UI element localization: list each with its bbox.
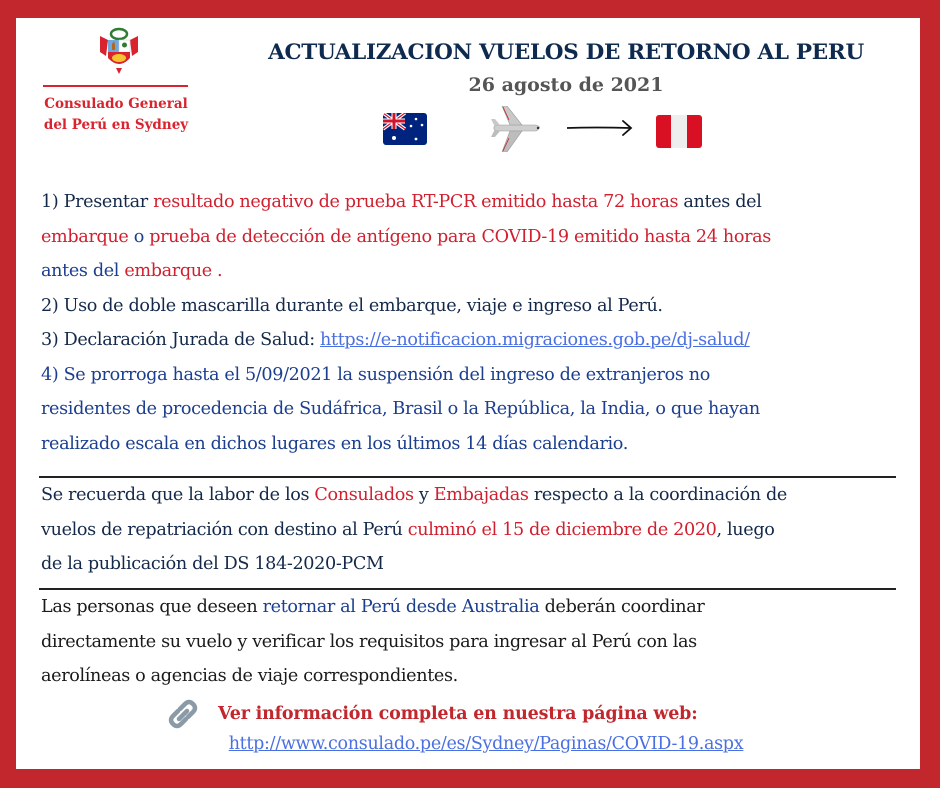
requirement-4-line2: residentes de procedencia de Sudáfrica, Brasil o la República, la India, o que hayan: [41, 399, 760, 419]
return-info-line1: Las personas que deseen retornar al Perú desde Australia deberán coordinar: [41, 597, 705, 617]
requirement-1-line2: embarque o prueba de detección de antígeno para COVID-19 emitido hasta 24 horas: [41, 226, 771, 247]
reminder-line1: Se recuerda que la labor de los Consulados y Embajadas respecto a la coordinación de: [41, 485, 787, 505]
consulate-website-link[interactable]: http://www.consulado.pe/es/Sydney/Paginas/COVID-19.aspx: [228, 734, 744, 754]
consulate-name: [26, 94, 206, 136]
requirement-4-line3: realizado escala en dichos lugares en los últimos 14 días calendario.: [41, 433, 628, 454]
australia-flag-icon: [383, 113, 427, 145]
return-info-line2: directamente su vuelo y verificar los requisitos para ingresar al Perú con las: [41, 631, 697, 652]
more-info-row: [166, 699, 786, 729]
dj-salud-link[interactable]: https://e-notificacion.migraciones.gob.pe/dj-salud/: [320, 330, 750, 350]
page-title: ACTUALIZACION VUELOS DE RETORNO AL PERU: [268, 40, 864, 65]
return-info-paragraph: [41, 590, 911, 694]
requirement-2: 2) Uso de doble mascarilla durante el embarque, viaje e ingreso al Perú.: [41, 295, 663, 316]
website-url-row: [116, 734, 856, 754]
requirement-1-line1: 1) Presentar resultado negativo de prueba RT-PCR emitido hasta 72 horas antes del: [41, 192, 762, 212]
reminder-line2: vuelos de repatriación con destino al Perú culminó el 15 de diciembre de 2020, luego: [41, 519, 775, 540]
requirement-4-line1: 4) Se prorroga hasta el 5/09/2021 la suspensión del ingreso de extranjeros no: [41, 364, 710, 385]
arrow-right-icon: [566, 118, 634, 138]
page-date: 26 agosto de 2021: [468, 74, 664, 96]
peru-coat-of-arms-icon: [96, 26, 142, 76]
link-chain-icon: [166, 699, 200, 729]
reminder-paragraph: [41, 478, 911, 582]
peru-flag-icon: [656, 115, 702, 148]
reminder-line3: de la publicación del DS 184-2020-PCM: [41, 554, 384, 574]
logo-divider: [43, 85, 188, 87]
more-info-label: Ver información completa en nuestra página web:: [218, 704, 698, 724]
airplane-icon: [490, 106, 544, 152]
flyer: [16, 18, 920, 769]
requirements-list: [41, 185, 911, 461]
consulate-name-line2: del Perú en Sydney: [43, 117, 189, 133]
requirement-1-line3: antes del embarque .: [41, 261, 223, 281]
consulate-name-line1: Consulado General: [44, 96, 188, 112]
requirement-3: 3) Declaración Jurada de Salud: https://e-notificacion.migraciones.gob.pe/dj-salud/: [41, 330, 750, 350]
return-info-line3: aerolíneas o agencias de viaje correspondientes.: [41, 666, 458, 686]
